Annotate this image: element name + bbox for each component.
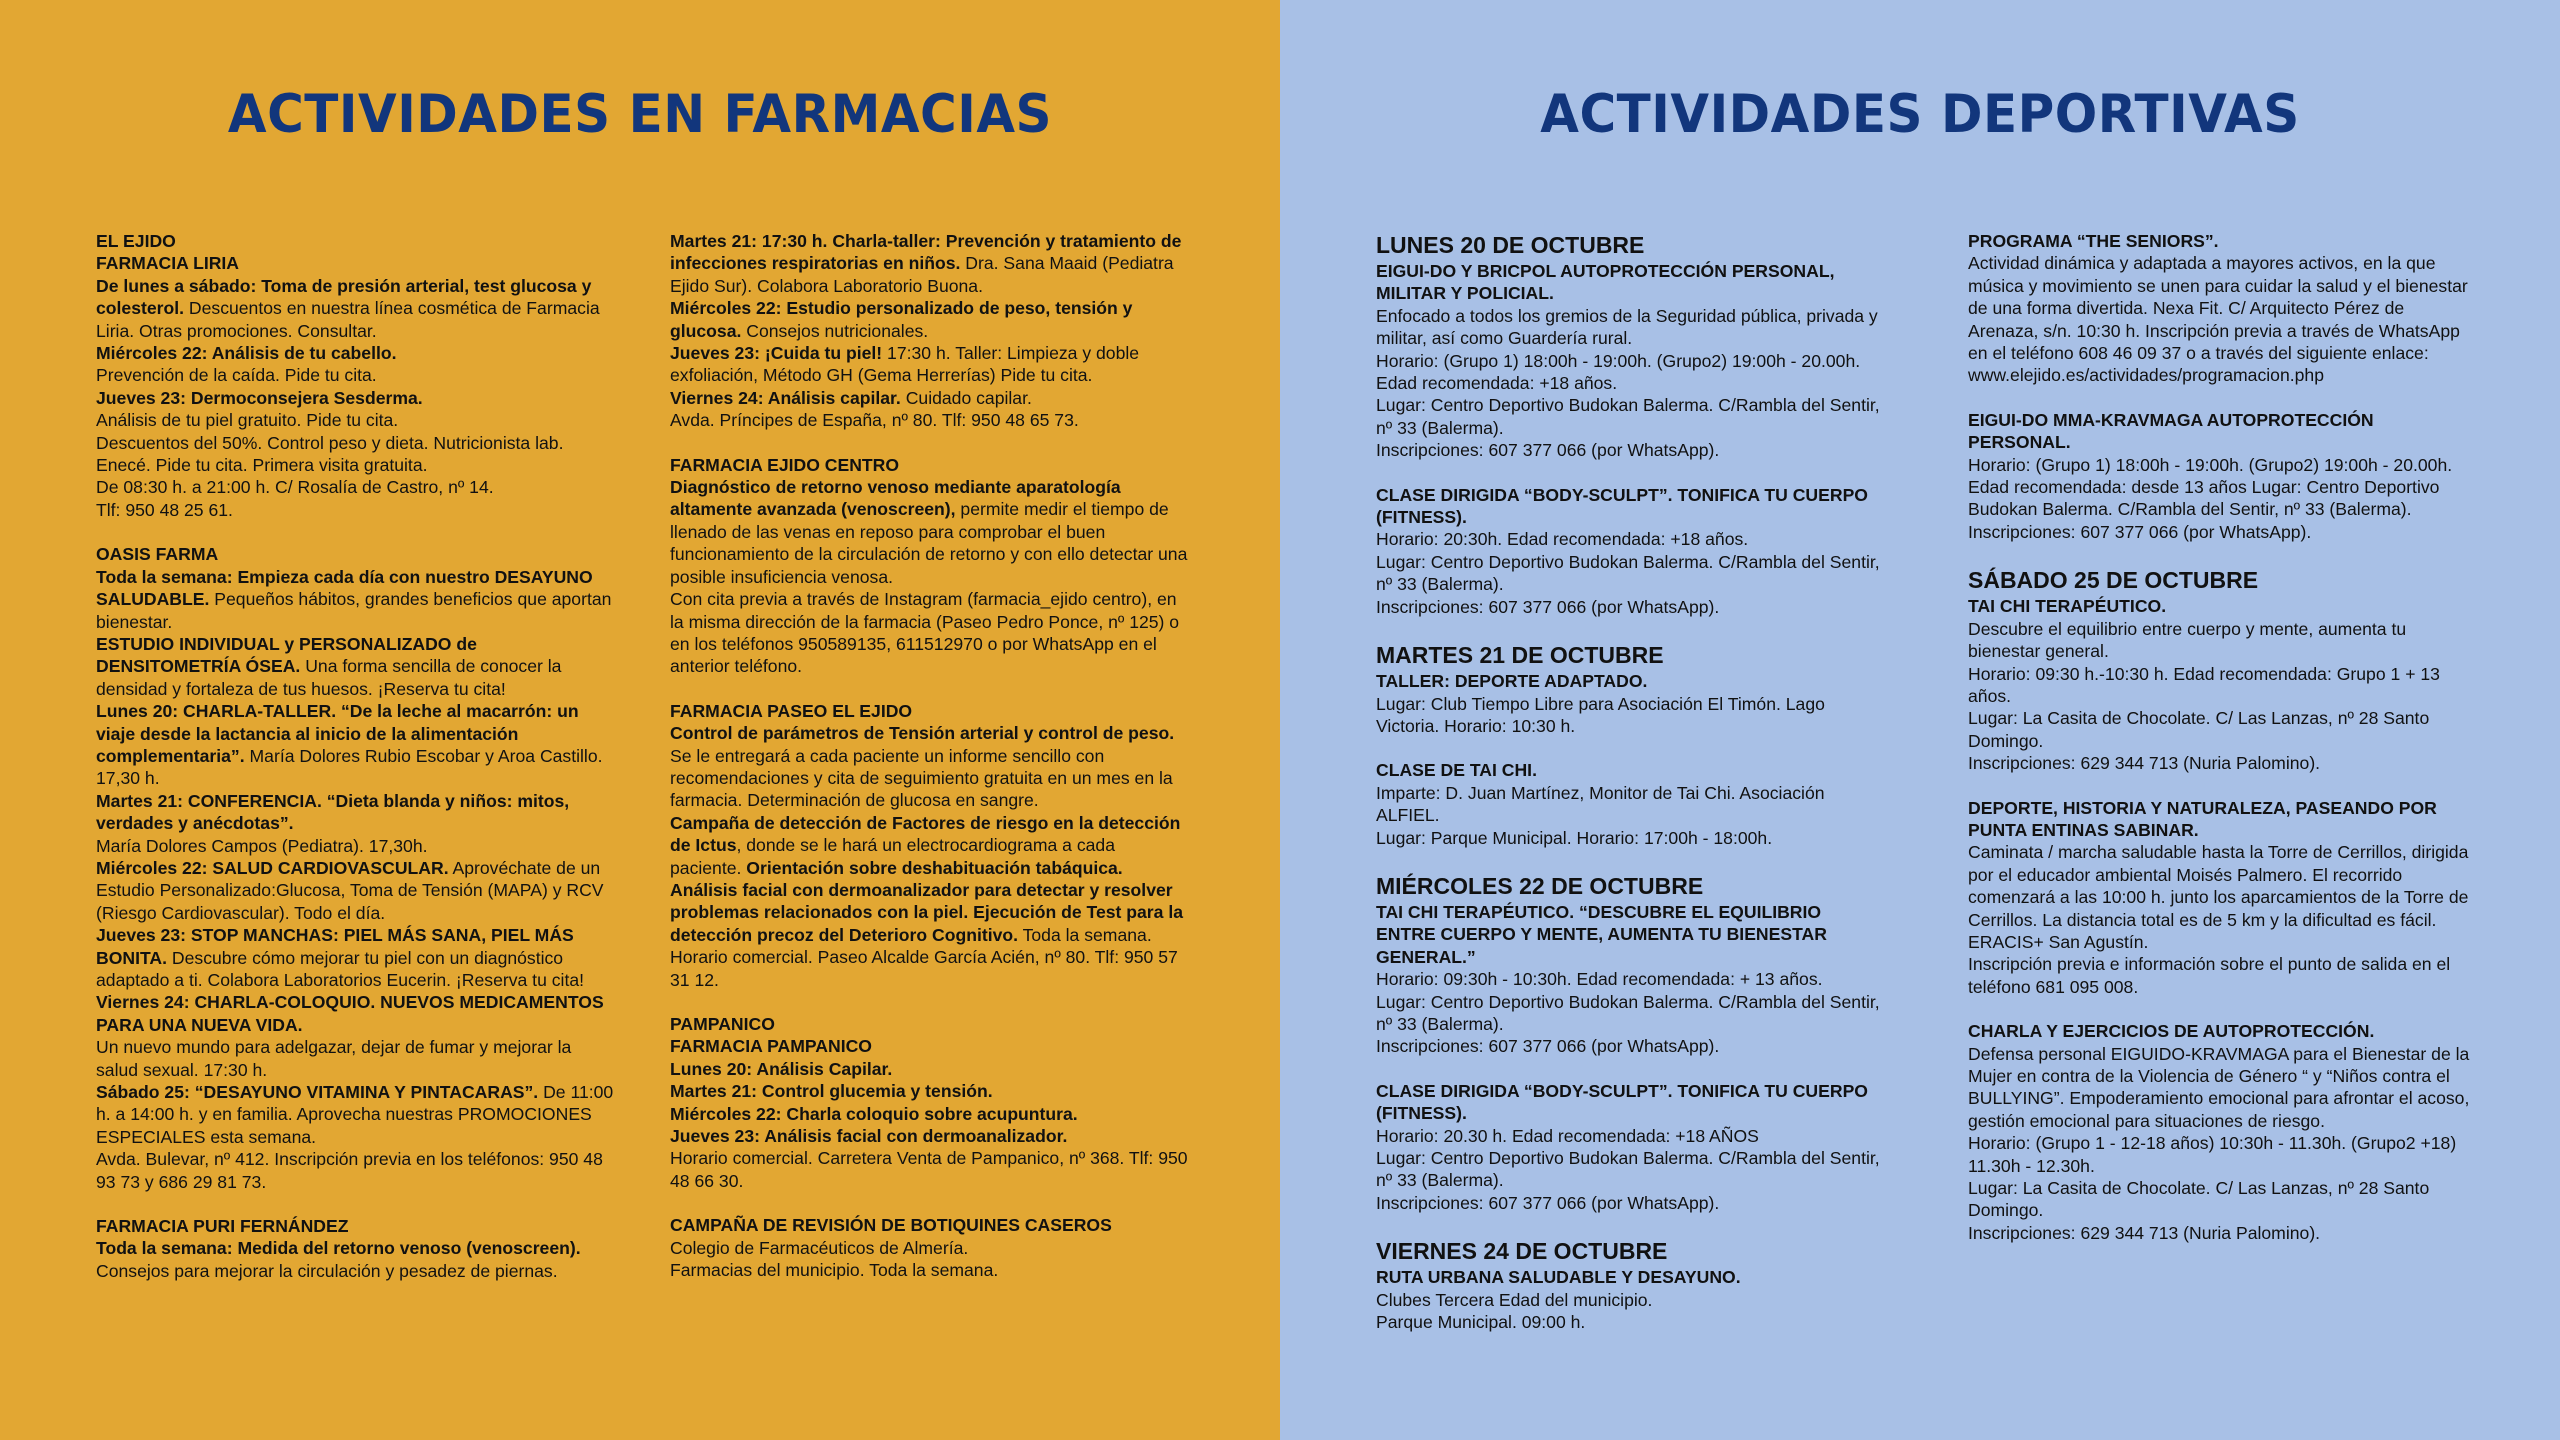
body-text: Inscripción previa e información sobre el punto de salida en el teléfono 681 095 008. (1968, 954, 2451, 997)
body-text: Colegio de Farmacéuticos de Almería. (670, 1237, 969, 1258)
body-text: Horario: (Grupo 1) 18:00h - 19:00h. (Grupo2) 19:00h - 20.00h. Edad recomendada: +18 años. (1376, 350, 1861, 394)
body-text: Prevención de la caída. Pide tu cita. (96, 365, 377, 386)
activity-text (1968, 252, 2474, 386)
day-heading: SÁBADO 25 DE OCTUBRE (1968, 567, 2259, 594)
bold-text: ESTUDIO INDIVIDUAL y PERSONALIZADO de DENSITOMETRÍA ÓSEA. (96, 633, 477, 677)
body-text: Parque Municipal. 09:00 h. (1376, 1312, 1586, 1333)
activity-text (1968, 454, 2474, 521)
section-spacer (96, 521, 614, 543)
body-text: Clubes Tercera Edad del municipio. (1376, 1289, 1653, 1310)
body-text: Lugar: Centro Deportivo Budokan Balerma. C/Rambla del Sentir, nº 33 (Balerma). (1376, 1148, 1880, 1191)
activity-text (96, 1260, 614, 1282)
section-heading: DEPORTE, HISTORIA Y NATURALEZA, PASEANDO POR PUNTA ENTINAS SABINAR. (1968, 797, 2437, 840)
activity-text (1376, 528, 1880, 550)
activity-text (1376, 1192, 1880, 1214)
bold-text: Orientación sobre deshabituación tabáquica. Análisis facial con dermoanalizador para detectar y resolver problemas relacionados con la piel. Ejecución de Test para la detección precoz del Deterioro Cognitivo. (670, 857, 1183, 945)
bold-text: Martes 21: 17:30 h. Charla-taller: Prevención y tratamiento de infecciones respiratorias en niños. (670, 231, 1182, 274)
body-text: Lugar: La Casita de Chocolate. C/ Las Lanzas, nº 28 Santo Domingo. (1968, 1178, 2430, 1221)
section-heading: EIGUI-DO MMA-KRAVMAGA AUTOPROTECCIÓN PERSONAL. (1968, 409, 2374, 453)
section-spacer (1376, 462, 1880, 484)
body-text: Horario: (Grupo 1 - 12-18 años) 10:30h - 11.30h. (Grupo2 +18) 11.30h - 12.30h. (1968, 1133, 2457, 1176)
activity-text (96, 633, 614, 700)
section-spacer (1376, 618, 1880, 640)
activity-text (1376, 1311, 1880, 1333)
activity-text (96, 566, 614, 633)
activity-text (96, 835, 614, 857)
body-text: Enfocado a todos los gremios de la Seguridad pública, privada y militar, así como Guardería rural. (1376, 305, 1878, 349)
activity-text (1376, 596, 1880, 618)
body-text: Imparte: D. Juan Martínez, Monitor de Tai Chi. Asociación ALFIEL. (1376, 782, 1825, 826)
body-text: Descuentos del 50%. Control peso y dieta. Nutricionista lab. Enecé. Pide tu cita. Primera visita gratuita. (96, 432, 564, 476)
section-heading: RUTA URBANA SALUDABLE Y DESAYUNO. (1376, 1267, 1741, 1288)
body-text: Dra. Sana Maaid (Pediatra Ejido Sur). Colabora Laboratorio Buona. (670, 253, 1174, 296)
body-text: Inscripciones: 629 344 713 (Nuria Palomino). (1968, 753, 2321, 774)
activity-text (670, 409, 1190, 431)
bold-text: Miércoles 22: Charla coloquio sobre acupuntura. (670, 1103, 1078, 1124)
body-text: Horario comercial. Carretera Venta de Pampanico, nº 368. Tlf: 950 48 66 30. (670, 1148, 1188, 1191)
activity-text (670, 722, 1190, 812)
activity-text (670, 476, 1190, 588)
body-text: Descubre cómo mejorar tu piel con un diagnóstico adaptado a ti. Colabora Laboratorios Eucerin. ¡Reserva tu cita! (96, 947, 585, 990)
pharmacy-activities-title: ACTIVIDADES EN FARMACIAS (227, 83, 1053, 145)
body-text: permite medir el tiempo de llenado de las venas en reposo para comprobar el buen funcionamiento de la circulación de retorno y con ello detectar una posible insuficiencia venosa. (670, 499, 1188, 587)
activity-text (670, 1125, 1190, 1147)
body-text: Con cita previa a través de Instagram (farmacia_ejido centro), en la misma dirección de la farmacia (Paseo Pedro Ponce, nº 125) o en los teléfonos 950589135, 611512970 o por WhatsApp en el anterior teléfono. (670, 589, 1180, 677)
activity-text (1968, 841, 2474, 953)
section-spacer (96, 1193, 614, 1215)
body-text: Lugar: La Casita de Chocolate. C/ Las Lanzas, nº 28 Santo Domingo. (1968, 708, 2430, 751)
body-text: Análisis de tu piel gratuito. Pide tu cita. (96, 410, 399, 431)
section-heading: FARMACIA EJIDO CENTRO (670, 454, 900, 475)
body-text: Avda. Príncipes de España, nº 80. Tlf: 950 48 65 73. (670, 410, 1079, 431)
bold-text: Campaña de detección de Factores de riesgo en la detección de Ictus (670, 812, 1181, 856)
day-heading: MARTES 21 DE OCTUBRE (1376, 642, 1664, 669)
activity-text (96, 1148, 614, 1193)
body-text: Consejos nutricionales. (741, 320, 929, 341)
bold-text: Diagnóstico de retorno venoso mediante aparatología altamente avanzada (venoscreen), (670, 477, 1121, 520)
section-spacer (1968, 387, 2474, 409)
body-text: Avda. Bulevar, nº 412. Inscripción previa en los teléfonos: 950 48 93 73 y 686 29 81 73. (96, 1149, 603, 1192)
activity-text (1376, 439, 1880, 461)
activity-text (1376, 1147, 1880, 1192)
activity-text (1968, 521, 2474, 543)
bold-text: Sábado 25: “DESAYUNO VITAMINA Y PINTACARAS”. (96, 1082, 539, 1103)
activity-text (96, 924, 614, 991)
section-heading: EIGUI-DO Y BRICPOL AUTOPROTECCIÓN PERSONAL, MILITAR Y POLICIAL. (1376, 261, 1835, 304)
section-heading: CHARLA Y EJERCICIOS DE AUTOPROTECCIÓN. (1968, 1021, 2375, 1042)
body-text: Un nuevo mundo para adelgazar, dejar de fumar y mejorar la salud sexual. 17:30 h. (96, 1037, 572, 1080)
body-text: Inscripciones: 629 344 713 (Nuria Palomino). (1968, 1222, 2321, 1243)
body-text: Lugar: Club Tiempo Libre para Asociación El Timón. Lago Victoria. Horario: 10:30 h. (1376, 693, 1825, 736)
pharmacy-column-1 (96, 230, 614, 1282)
section-heading: CAMPAÑA DE REVISIÓN DE BOTIQUINES CASEROS (670, 1215, 1112, 1236)
activity-text (670, 588, 1190, 678)
body-text: Lugar: Parque Municipal. Horario: 17:00h - 18:00h. (1376, 827, 1773, 848)
bold-text: Viernes 24: CHARLA-COLOQUIO. NUEVOS MEDICAMENTOS PARA UNA NUEVA VIDA. (96, 992, 604, 1035)
activity-text (670, 1103, 1190, 1125)
body-text: Horario: 09:30h - 10:30h. Edad recomendada: + 13 años. (1376, 969, 1823, 990)
sports-activities-title: ACTIVIDADES DEPORTIVAS (1540, 83, 2300, 145)
body-text: De 08:30 h. a 21:00 h. C/ Rosalía de Castro, nº 14. (96, 477, 494, 498)
activity-text (96, 1081, 614, 1148)
activity-text (1968, 1222, 2474, 1244)
bold-text: De lunes a sábado: Toma de presión arterial, test glucosa y colesterol. (96, 275, 592, 319)
section-heading: TALLER: DEPORTE ADAPTADO. (1376, 671, 1648, 692)
bold-text: Jueves 23: STOP MANCHAS: PIEL MÁS SANA, PIEL MÁS BONITA. (96, 925, 574, 968)
section-heading: CLASE DIRIGIDA “BODY-SCULPT”. TONIFICA TU CUERPO (FITNESS). (1376, 484, 1868, 528)
bold-text: Miércoles 22: SALUD CARDIOVASCULAR. (96, 857, 449, 878)
day-heading: LUNES 20 DE OCTUBRE (1376, 232, 1645, 258)
section-heading: CLASE DIRIGIDA “BODY-SCULPT”. TONIFICA TU CUERPO (FITNESS). (1376, 1080, 1868, 1124)
activity-text (670, 297, 1190, 342)
body-text: Defensa personal EIGUIDO-KRAVMAGA para el Bienestar de la Mujer en contra de la Violencia de Género “ y “Niños contra el BULLYING”. Empoderamiento emocional para afrontar el acoso, gestión emocional para situaciones de riesgo. (1968, 1043, 2470, 1131)
activity-text (1376, 1035, 1880, 1057)
body-text: María Dolores Rubio Escobar y Aroa Castillo. 17,30 h. (96, 745, 603, 789)
body-text: Descubre el equilibrio entre cuerpo y mente, aumenta tu bienestar general. (1968, 618, 2407, 662)
activity-text (1376, 827, 1880, 849)
activity-text (670, 1058, 1190, 1080)
activity-text (96, 790, 614, 835)
activity-text (1968, 1177, 2474, 1222)
activity-text (96, 342, 614, 364)
activity-text (1968, 1132, 2474, 1177)
body-text: Descuentos en nuestra línea cosmética de Farmacia Liria. Otras promociones. Consultar. (96, 298, 600, 341)
bold-text: Lunes 20: Análisis Capilar. (670, 1058, 893, 1079)
body-text: Actividad dinámica y adaptada a mayores activos, en la que música y movimiento se unen para cuidar la salud y el bienestar de una forma divertida. Nexa Fit. C/ Arquitecto Pérez de Arenaza, s/n. 10:30 h. Inscripción previa a través de WhatsApp en el teléfono 608 46 09 37 o a través del siguiente enlace: www.elejido.es/actividades/programacion.php (1968, 253, 2468, 386)
activity-text (670, 812, 1190, 991)
activity-text (96, 700, 614, 790)
body-text: , donde se le hará un electrocardiograma a cada paciente. (670, 835, 1115, 878)
bold-text: Lunes 20: CHARLA-TALLER. “De la leche al macarrón: un viaje desde la lactancia al inicio de la alimentación complementaria”. (96, 701, 579, 766)
section-spacer (1968, 775, 2474, 797)
section-spacer (1376, 737, 1880, 759)
body-text: Aprovéchate de un Estudio Personalizado:Glucosa, Toma de Tensión (MAPA) y RCV (Riesgo Cardiovascular). Todo el día. (96, 857, 604, 923)
section-heading: FARMACIA PAMPANICO (670, 1036, 872, 1057)
bold-text: Miércoles 22: Estudio personalizado de peso, tensión y glucosa. (670, 298, 1133, 341)
sports-activities-panel (1280, 0, 2560, 1440)
section-spacer (670, 991, 1190, 1013)
section-spacer (670, 678, 1190, 700)
section-heading: OASIS FARMA (96, 544, 219, 565)
bold-text: Viernes 24: Análisis capilar. (670, 387, 901, 408)
activity-text (670, 1237, 1190, 1259)
body-text: Horario: (Grupo 1) 18:00h - 19:00h. (Grupo2) 19:00h - 20.00h. Edad recomendada: desde 13 años Lugar: Centro Deportivo Budokan Balerma. C/Rambla del Sentir, nº 33 (Balerma). (1968, 454, 2453, 520)
activity-text (1376, 551, 1880, 596)
body-text: Pequeños hábitos, grandes beneficios que aportan bienestar. (96, 589, 612, 632)
section-heading: FARMACIA PURI FERNÁNDEZ (96, 1216, 349, 1237)
activity-text (96, 1237, 614, 1259)
sports-column-1 (1376, 230, 1880, 1333)
activity-text (1376, 350, 1880, 395)
activity-text (96, 409, 614, 431)
activity-text (96, 275, 614, 342)
section-spacer (1376, 849, 1880, 871)
activity-text (1376, 1125, 1880, 1147)
activity-text (96, 499, 614, 521)
activity-text (96, 991, 614, 1036)
activity-text (670, 387, 1190, 409)
body-text: Lugar: Centro Deportivo Budokan Balerma. C/Rambla del Sentir, nº 33 (Balerma). (1376, 395, 1880, 438)
section-heading: TAI CHI TERAPÉUTICO. (1968, 596, 2167, 617)
activity-text (1968, 663, 2474, 708)
day-heading: MIÉRCOLES 22 DE OCTUBRE (1376, 872, 1704, 899)
activity-text (96, 387, 614, 409)
bold-text: Martes 21: CONFERENCIA. “Dieta blanda y niños: mitos, verdades y anécdotas”. (96, 790, 570, 834)
body-text: Inscripciones: 607 377 066 (por WhatsApp). (1376, 1036, 1720, 1057)
section-spacer (1376, 1214, 1880, 1236)
body-text: Horario: 20:30h. Edad recomendada: +18 años. (1376, 529, 1749, 550)
activity-text (670, 1259, 1190, 1281)
activity-text (1968, 752, 2474, 774)
body-text: Horario: 20.30 h. Edad recomendada: +18 AÑOS (1376, 1125, 1759, 1146)
activity-text (1968, 618, 2474, 663)
pharmacy-column-2 (670, 230, 1190, 1281)
day-heading: VIERNES 24 DE OCTUBRE (1376, 1238, 1668, 1265)
body-text: Cuidado capilar. (900, 387, 1032, 408)
bold-text: Jueves 23: ¡Cuida tu piel! (670, 343, 883, 364)
body-text: Consejos para mejorar la circulación y pesadez de piernas. (96, 1260, 558, 1281)
activity-text (670, 342, 1190, 387)
body-text: María Dolores Campos (Pediatra). 17,30h. (96, 835, 428, 856)
activity-text (1376, 693, 1880, 738)
activity-text (1376, 991, 1880, 1036)
bold-text: Jueves 23: Dermoconsejera Sesderma. (96, 387, 423, 408)
activity-text (96, 364, 614, 386)
bold-text: Jueves 23: Análisis facial con dermoanalizador. (670, 1126, 1068, 1147)
section-heading: PROGRAMA “THE SENIORS”. (1968, 231, 2219, 251)
body-text: Inscripciones: 607 377 066 (por WhatsApp). (1376, 596, 1720, 617)
body-text: Tlf: 950 48 25 61. (96, 499, 233, 520)
activity-text (96, 857, 614, 924)
activity-text (96, 432, 614, 477)
section-heading: TAI CHI TERAPÉUTICO. “DESCUBRE EL EQUILIBRIO ENTRE CUERPO Y MENTE, AUMENTA TU BIENESTAR GENERAL.” (1376, 901, 1827, 967)
activity-text (670, 1080, 1190, 1102)
body-text: Inscripciones: 607 377 066 (por WhatsApp). (1376, 440, 1720, 461)
body-text: Lugar: Centro Deportivo Budokan Balerma. C/Rambla del Sentir, nº 33 (Balerma). (1376, 551, 1880, 595)
section-heading: FARMACIA LIRIA (96, 253, 240, 274)
activity-text (1376, 305, 1880, 350)
bold-text: Miércoles 22: Análisis de tu cabello. (96, 343, 397, 364)
activity-text (1376, 968, 1880, 990)
section-spacer (1968, 543, 2474, 565)
section-heading: CLASE DE TAI CHI. (1376, 760, 1537, 781)
section-spacer (1376, 1058, 1880, 1080)
body-text: Horario: 09:30 h.-10:30 h. Edad recomendada: Grupo 1 + 13 años. (1968, 663, 2440, 706)
body-text: De 11:00 h. a 14:00 h. y en familia. Aprovecha nuestras PROMOCIONES ESPECIALES esta semana. (96, 1082, 614, 1147)
section-heading: PAMPANICO (670, 1014, 775, 1034)
body-text: Inscripciones: 607 377 066 (por WhatsApp). (1968, 521, 2312, 542)
activity-text (670, 230, 1190, 297)
activity-text (670, 1147, 1190, 1192)
section-spacer (1968, 998, 2474, 1020)
section-heading: EL EJIDO (96, 231, 176, 251)
bold-text: Control de parámetros de Tensión arterial y control de peso. (670, 723, 1175, 744)
bold-text: Toda la semana: Empieza cada día con nuestro DESAYUNO SALUDABLE. (96, 566, 593, 610)
body-text: Inscripciones: 607 377 066 (por WhatsApp). (1376, 1192, 1720, 1213)
section-heading: FARMACIA PASEO EL EJIDO (670, 700, 913, 721)
body-text: Farmacias del municipio. Toda la semana. (670, 1260, 999, 1281)
activity-text (1968, 953, 2474, 998)
sports-column-2 (1968, 230, 2474, 1244)
activity-text (1968, 707, 2474, 752)
body-text: Se le entregará a cada paciente un informe sencillo con recomendaciones y cita de seguimiento gratuita en un mes en la farmacia. Determinación de glucosa en sangre. (670, 745, 1173, 811)
activity-text (1376, 782, 1880, 827)
section-spacer (670, 432, 1190, 454)
body-text: Una forma sencilla de conocer la densidad y fortaleza de tus huesos. ¡Reserva tu cita! (96, 656, 562, 699)
body-text: Toda la semana. Horario comercial. Paseo Alcalde García Acién, nº 80. Tlf: 950 57 31 12. (670, 924, 1178, 990)
bold-text: Martes 21: Control glucemia y tensión. (670, 1081, 993, 1102)
body-text: 17:30 h. Taller: Limpieza y doble exfoliación, Método GH (Gema Herrerías) Pide tu cita. (670, 343, 1140, 386)
section-spacer (670, 1192, 1190, 1214)
activity-text (1376, 394, 1880, 439)
activity-text (1376, 1289, 1880, 1311)
activity-text (96, 476, 614, 498)
bold-text: Toda la semana: Medida del retorno venoso (venoscreen). (96, 1238, 581, 1259)
body-text: Caminata / marcha saludable hasta la Torre de Cerrillos, dirigida por el educador ambiental Moisés Palmero. El recorrido comenzará a las 10:00 h. junto los aparcamientos de la Torre de Cerrillos. La distancia total es de 5 km y la dificultad es fácil. ERACIS+ San Agustín. (1968, 842, 2469, 952)
body-text: Lugar: Centro Deportivo Budokan Balerma. C/Rambla del Sentir, nº 33 (Balerma). (1376, 991, 1880, 1034)
activity-text (96, 1036, 614, 1081)
activity-text (1968, 1043, 2474, 1133)
